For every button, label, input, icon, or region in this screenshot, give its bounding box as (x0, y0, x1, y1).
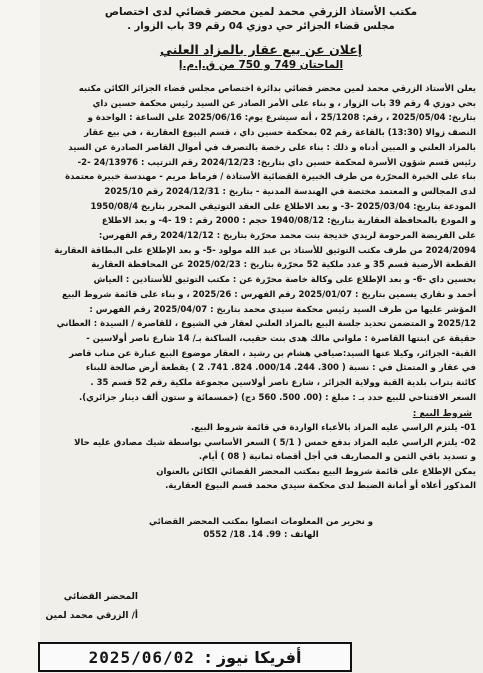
body-line: رئيس قسم شؤون الأسرة لمحكمة حسين داي بتاريخ: 2024/12/23 رقم الترتيب : 24/13976 -2- (77, 157, 476, 168)
body-line: المودعة بتاريخ: 2025/03/04 -3- و بعد الاطلاع على العقد التوثيقي المحرر بتاريخ 1950/08/4 (90, 201, 476, 212)
contact-line: و نحرير من المعلومات اتصلوا بمكتب المحضر القضائي (148, 516, 374, 527)
body-line: 2024/2094 من طرف مكتب التوثيق للأستاذ بن عبد الله مولود -5- و بعد الإطلاع على البطاقة العقارية (54, 245, 476, 256)
banner-date: 2025/06/02 (88, 647, 195, 667)
body-line: يعلن الأستاذ الزرقي محمد لمين محضر قضائي بدائرة اختصاص مجلس قضاء الجزائر الكائن مكتبه (78, 84, 476, 94)
body-line: النصف زوالا (13:30) بالقاعة رقم 02 بمحكمة حسين داي ، قسم البيوع العقارية ، في بيع عقار (84, 128, 476, 139)
body-line: القطعة الأرضية قسم 35 و عدد ملكية 52 محرّرة بتاريخ : 2025/02/23 عن المحافظة العقارية (91, 260, 476, 271)
body-line: على الفريضة المرحومة لريدي خديجة بنت محمد محرّرة بتاريخ : 2024/12/12 رقم الفهرس: (98, 231, 476, 242)
body-line: بحي دوزي 4 رقم 39 باب الزوار ، و بناء على الأمر الصادر عن السيد رئيس محكمة حسين داي (92, 98, 476, 109)
body-line: بالمزاد العلني و المبين أدناه و ذلك : بناء على رخصة بالتصرف في أموال القاصر الصادرة عن السيد (68, 142, 476, 153)
contact-info (40, 516, 482, 542)
signature-name: أ/ الزرقي محمد لمين (45, 611, 138, 621)
body-line: السعر الافتتاحي للبيع حدد بـ : مبلغ : (00. 500. 560 دج) (خمسمائة و ستون ألف دينار جزائري). (79, 392, 476, 403)
term-item: 02- يلتزم الراسي عليه المزاد بدفع خمس ( 5/1 ) السعر الأساسي بواسطة شيك مصادق عليه حالا (74, 437, 476, 448)
notice-frame (40, 0, 482, 673)
body-line: أحمد و نقاري يسمين بتاريخ : 2025/01/07 رقم الفهرس : 2025/26 ، و بناء على قائمة شروط البيع (61, 289, 476, 300)
notice-subtitle: الماحتان 749 و 750 من ق.إ.م.إ (178, 59, 344, 71)
body-line: حقيقة عن ابنتها القاصرة : ملواني مالك هدى بنت حقيب، الساكنة بـ/ 14 شارع ناصر أولاسين - (86, 333, 476, 344)
final-note-line: يمكن الإطلاع على قائمة شروط البيع بمكتب المحضر القضائي الكائن بالعنوان (156, 466, 476, 477)
body-line: في عقار و المتمثل في : نسبة ( 300. 244. 000/14. 824. 741. 2 ) يقطعة أرض صالحة للبناء (85, 363, 476, 374)
header-line-1: مكتب الأستاذ الزرقي محمد لمين محضر قضائي لدى اختصاص (104, 6, 418, 18)
header-line-2: مجلس قضاء الجزائر حي دوزي 04 رقم 39 باب الزوار . (127, 21, 395, 32)
signature-block (38, 588, 138, 626)
phone-number: الهاتف : 99. 14. 18/ 0552 (203, 529, 319, 540)
left-margin (0, 0, 40, 673)
body-line: بحسين داي -6- و بعد الإطلاع على وكالة خاصة محرّرة عن : مكتب التوثيق للأستاذين : العياش (93, 275, 476, 286)
banner-brand: أفريكا نيوز : (204, 647, 302, 667)
notice-body (44, 82, 476, 405)
body-line: المؤشر عليها من طرف السيد رئيس محكمة سيدي محمد بتاريخ : 2025/04/07 رقم الفهرس : (89, 304, 476, 315)
source-banner (38, 642, 352, 672)
signature-role: المحضر القضائي (63, 592, 138, 602)
body-line: لدى المجالس و المعتمد مختصة في الهندسة المدنية - بتاريخ : 2024/12/31 رقم 2025/10 (104, 186, 476, 197)
body-line: كائنة بتراب بلدية القبة وولاية الجزائر ، شارع ناصر أولاسين مجموعة ملكية رقم 52 قسم 35 . (90, 378, 476, 389)
notice-header (40, 0, 482, 34)
body-line: القبة- الجزائر، وكيلا عنها السيد:صيافي هشام بن رشيد ، العقار موضوع البيع عبارة عن مناب قاصر (69, 348, 476, 359)
body-line: بناء على الخبرة المحرّرة من طرف الخبيرة القضائية الأستاذة / فرماط مريم - مهندسة خبيرة معتمدة (65, 172, 476, 183)
body-line: و المودع بالمحافظة العقارية بتاريخ: 1940/08/12 حجم : 2000 رقم : 19 -4- و بعد الاطلاع (101, 216, 476, 227)
term-item: 01- يلتزم الراسي عليه المزاد بالأعباء الواردة في قائمة شروط البيع. (190, 423, 476, 434)
body-line: 2025/12 و المتضمن تحديد جلسة البيع بالمزاد العلني لعقار في الشيوع ، للقاصرة / السيدة : العطاني (56, 319, 476, 330)
term-item: و تسديد باقي الثمن و المصاريف في أجل أقصاه ثمانية ( 08 ) أيام. (198, 452, 476, 463)
notice-title: إعلان عن بيع عقار بالمزاد العلني (159, 42, 363, 57)
terms-heading: شروط البيع : (412, 409, 472, 420)
final-note-line: المذكور أعلاه أو أمانة الضبط لدى محكمة سيدي محمد قسم البيوع العقارية. (165, 481, 476, 492)
body-line: بتاريخ: 2025/05/04 ، رقم: 25/1208 ، أنه سيشرع يوم: 2025/06/16 على الساعة : الواحدة و (87, 113, 476, 124)
